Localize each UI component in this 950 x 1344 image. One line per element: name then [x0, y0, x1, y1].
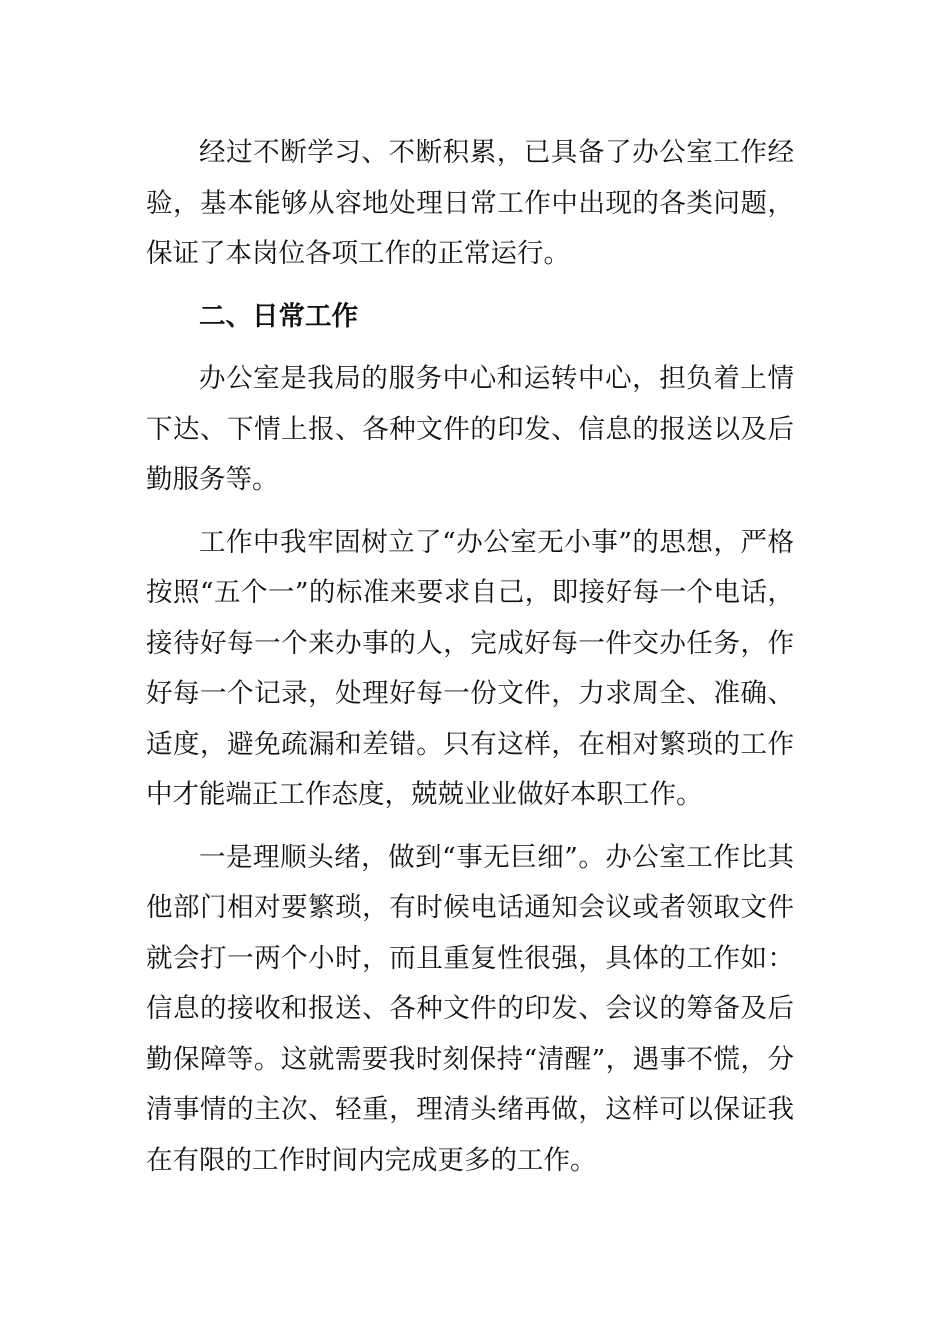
- paragraph-sort-out: 一是理顺头绪，做到“事无巨细”。办公室工作比其他部门相对要繁琐，有时候电话通知会议或者领取文件就会打一两个小时，而且重复性很强，具体的工作如：信息的接收和报送、各种文件的印发、会议的筹备及后勤保障等。这就需要我时刻保持“清醒”，遇事不慌，分清事情的主次、轻重，理清头绪再做，这样可以保证我在有限的工作时间内完成更多的工作。: [146, 841, 794, 1176]
- section-heading-daily-work: 二、日常工作: [199, 300, 358, 332]
- document-body: [146, 128, 794, 1198]
- paragraph-five-ones: 工作中我牢固树立了“办公室无小事”的思想，严格按照“五个一”的标准来要求自己，即接好每一个电话，接待好每一个来办事的人，完成好每一件交办任务，作好每一个记录，处理好每一份文件，力求周全、准确、适度，避免疏漏和差错。只有这样，在相对繁琐的工作中才能端正工作态度，兢兢业业做好本职工作。: [146, 526, 794, 810]
- paragraph-office-role: 办公室是我局的服务中心和运转中心，担负着上情下达、下情上报、各种文件的印发、信息的报送以及后勤服务等。: [146, 363, 794, 495]
- paragraph-experience: 经过不断学习、不断积累，已具备了办公室工作经验，基本能够从容地处理日常工作中出现的各类问题，保证了本岗位各项工作的正常运行。: [146, 137, 794, 269]
